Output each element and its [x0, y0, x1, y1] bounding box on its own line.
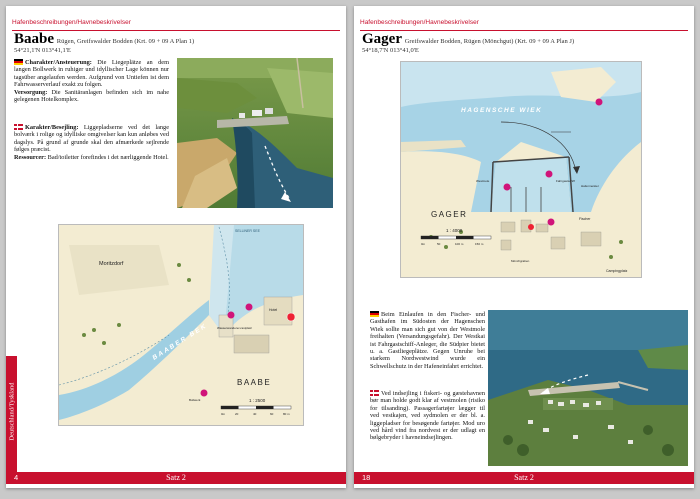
map-label: Hafenmeister: [581, 184, 599, 188]
map-bollwerk-label: Bollwerk: [189, 398, 201, 402]
harbor-coordinates: 54°21,1'N 013°41,1'E: [14, 47, 71, 54]
harbor-title: Baabe: [14, 31, 55, 47]
aerial-photo-gager: [488, 310, 688, 466]
page-number: 18: [362, 473, 371, 482]
section-heading: Charakter/Ansteuerung:: [25, 59, 92, 66]
harbor-chart-gager: [400, 61, 642, 278]
page-footer: [354, 472, 694, 484]
page-number: 4: [14, 473, 19, 482]
scale-tick: 80 m: [283, 412, 290, 416]
right-page: [354, 6, 694, 488]
harbor-subtitle: Rügen, Greifswalder Bodden (Krt. 09 + 09 A Plan 1): [56, 38, 195, 45]
side-tab-label: Deutschland/Tyskland: [8, 382, 16, 441]
map-port-label: GAGER: [431, 210, 468, 219]
scale-tick: 50: [437, 242, 441, 246]
german-description: [14, 59, 169, 103]
section-heading: Ressourcer:: [14, 153, 47, 161]
map-hotel-label: Hotel: [269, 308, 278, 312]
harbor-title-row: [14, 33, 338, 48]
german-flag-icon: [14, 59, 23, 65]
map-rastplatz-label: Wasserwanderer-rastplatz: [217, 326, 252, 330]
harbor-chart-baabe: [58, 224, 304, 426]
map-label: Campingplatz: [606, 269, 628, 273]
danish-flag-icon: [14, 124, 23, 130]
map-scale-label: 1 : 2500: [249, 398, 266, 403]
german-description: [370, 311, 485, 370]
section-text: Beim Einlaufen in den Fischer- und Gasthafen im Südosten der Hagenschen Wiek sollte man sich gut von der Westmole freihalten (Versandungsgefahr). Der Westkai ist Fahrgastschiff-Anleger, die Südpier bietet u. a. Gastliegeplätze. Gegen Unruhe bei starkem Nordwestwind wurde ein Schwellschutz in der Hafeneinfahrt errichtet.: [370, 311, 485, 370]
scale-tick: 150 m: [475, 242, 484, 246]
scale-tick: 100 m: [455, 242, 464, 246]
section-heading: Versorgung:: [14, 88, 48, 96]
german-flag-icon: [370, 311, 379, 317]
map-port-label: BAABE: [237, 378, 272, 387]
section-text: Die Liegeplätze an dem langen Bollwerk in ruhiger und idyllischer Lage können nur tagsüber angelaufen werden. Aufgrund von Untiefen ist dem Fahrwasserverlauf exakt zu folgen.: [14, 59, 169, 89]
map-water-label: HAGENSCHE WIEK: [461, 107, 543, 114]
danish-description: [14, 124, 169, 161]
section-text: Bad/toiletter forefindes i det nærliggende Hotel.: [47, 153, 169, 161]
map-label: Fahrgastschiff: [556, 179, 575, 183]
page-header: Hafenbeschreibungen/Havnebeskrivelser: [360, 16, 688, 31]
map-label: Mönchgraben: [511, 259, 530, 263]
aerial-photo-baabe: [177, 58, 333, 208]
map-label: Fischer: [579, 217, 591, 221]
harbor-subtitle: Greifswalder Bodden, Rügen (Mönchgut) (Krt. 09 + 09 A Plan J): [404, 38, 575, 45]
map-label: Westmole: [476, 179, 490, 183]
section-heading: Karakter/Besejling:: [25, 124, 79, 131]
section-text: Ved indsejling i fiskeri- og gæstehavnen bør man holde godt klar af vestmolen (risiko for tilsanding). Passagerfartøjer lægger til ved vestkajen, ved sydmolen er der bl. a. liggepladser for besøgende fartøjer. Mod uro ved hård vind fra nordvest er der udlagt en bølgebryder i havneindsejlingen.: [370, 390, 485, 442]
section-text: Liggepladserne ved det lange bolværk i rolige og idylliske omgivelser kan kun anløbes ved dagslys. På grund af grunde skal den afmærkede sejlrende følges præcist.: [14, 124, 169, 154]
page-footer: [6, 472, 346, 484]
page-header: Hafenbeschreibungen/Havnebeskrivelser: [12, 16, 340, 31]
scale-tick: 20: [235, 412, 239, 416]
scale-tick: 0m: [221, 412, 226, 416]
section-text: Die Sanitäranlagen befinden sich im nahe gelegenen Hotelkomplex.: [14, 88, 169, 104]
scale-tick: 0m: [421, 242, 426, 246]
map-place-label: Moritzdorf: [99, 261, 124, 267]
footer-label: Satz 2: [166, 473, 186, 482]
map-scale-label: 1 : 4000: [446, 228, 463, 233]
country-side-tab: [6, 356, 17, 474]
left-page: [6, 6, 346, 488]
footer-label: Satz 2: [514, 473, 534, 482]
danish-flag-icon: [370, 390, 379, 396]
harbor-title-row: [362, 33, 686, 48]
scale-tick: 60: [270, 412, 274, 416]
harbor-title: Gager: [362, 31, 402, 47]
harbor-coordinates: 54°18,7'N 013°41,0'E: [362, 47, 419, 54]
map-fairway-label: SELLINER SEE: [235, 229, 260, 233]
danish-description: [370, 390, 485, 442]
scale-tick: 40: [253, 412, 257, 416]
map-water-label: BAABER BEK: [151, 322, 209, 362]
